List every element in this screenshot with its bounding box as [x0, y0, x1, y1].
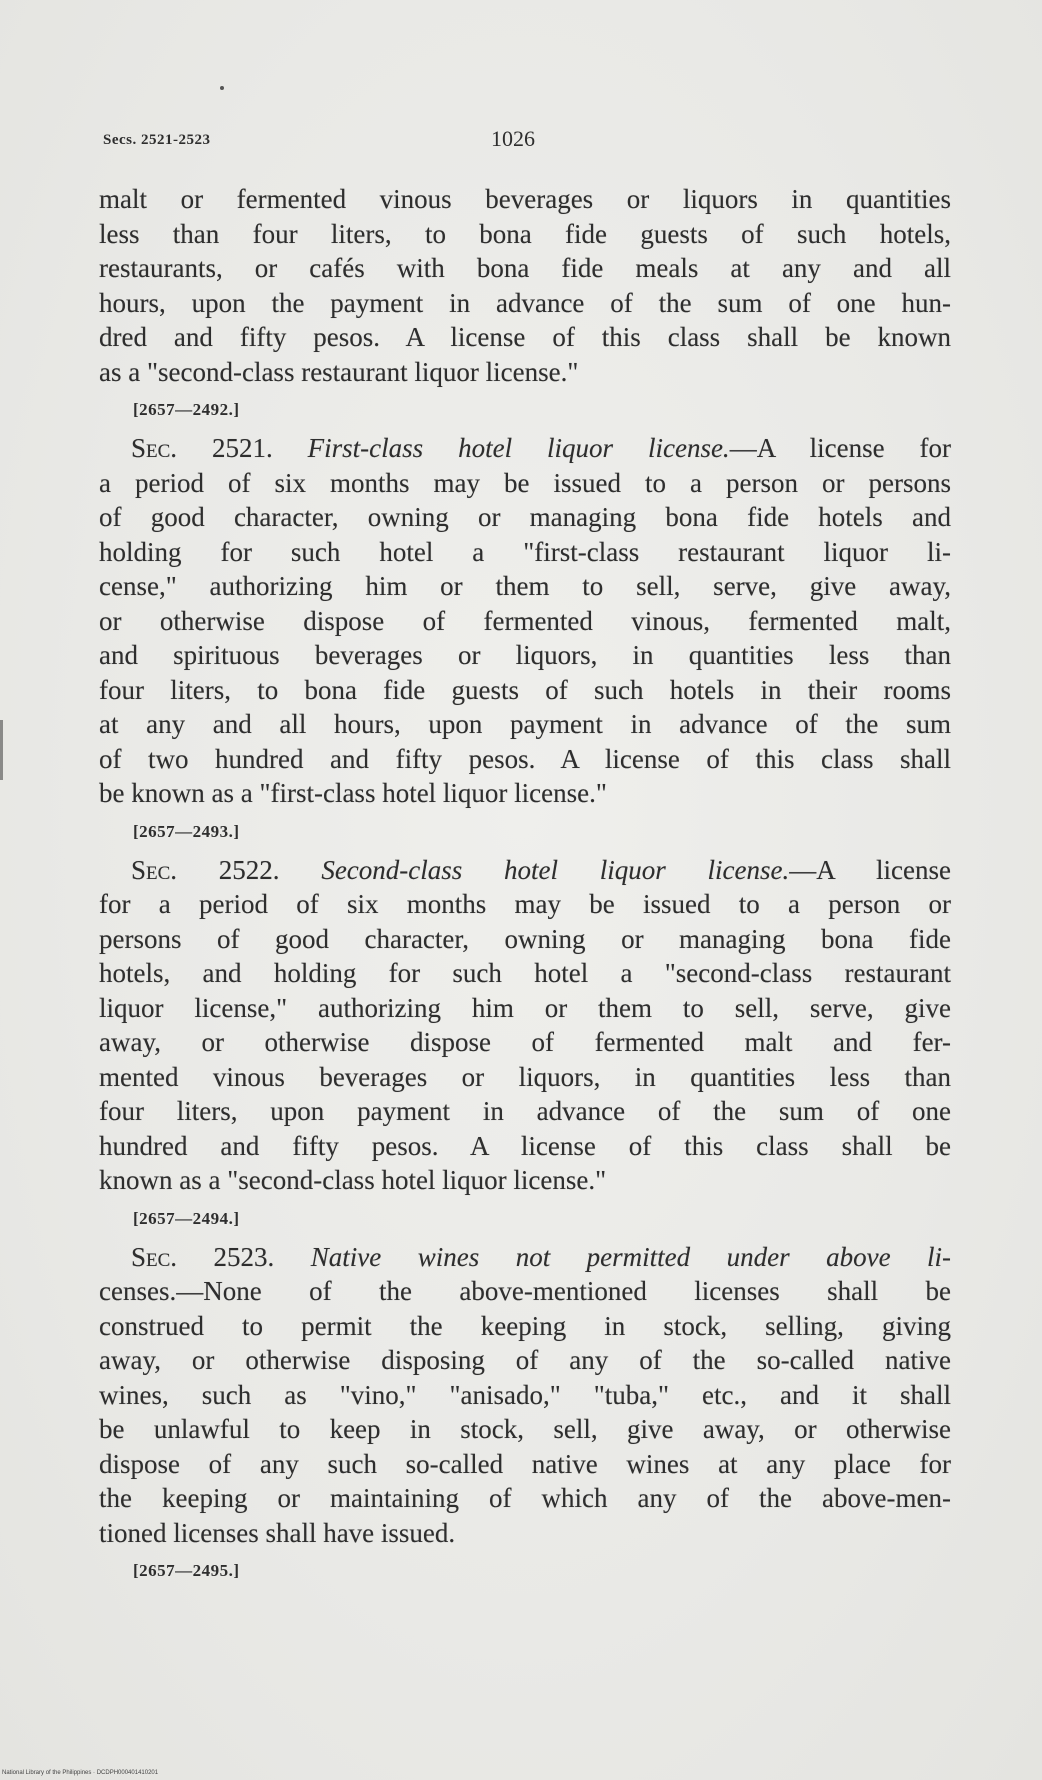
text-line: four liters, upon payment in advance of the sum of one	[99, 1096, 951, 1126]
text-line: liquor license," authorizing him or them to sell, serve, give	[99, 992, 951, 1023]
edge-shadow	[0, 720, 3, 780]
section-heading: Second-class hotel liquor license.	[321, 854, 790, 885]
text-line: for a period of six months may be issued to a person or	[99, 889, 951, 919]
text-line: wines, such as "vino," "anisado," "tuba," etc., and it shall	[99, 1379, 951, 1410]
section-first-line	[99, 1240, 951, 1275]
text-line: be unlawful to keep in stock, sell, give away, or otherwise	[99, 1414, 951, 1444]
page-number: 1026	[491, 126, 535, 151]
section-label: Sec. 2521.	[131, 433, 273, 463]
speck-mark	[220, 86, 224, 90]
text-line: persons of good character, owning or managing bona fide	[99, 923, 951, 954]
page-body	[99, 182, 951, 1592]
section-2521	[99, 431, 951, 811]
section-first-line-rest: —A license for	[729, 433, 952, 463]
text-line: known as a "second-class hotel liquor license."	[99, 1165, 607, 1195]
section-label: Sec. 2523.	[131, 1241, 275, 1272]
section-first-line-rest: —A license	[789, 854, 952, 885]
text-line: censes.—None of the above-mentioned licenses shall be	[99, 1276, 951, 1306]
text-line: four liters, to bona fide guests of such hotels in their rooms	[99, 674, 951, 705]
section-first-line	[99, 431, 951, 466]
text-line: away, or otherwise disposing of any of the so-called native	[99, 1345, 951, 1375]
text-line: or otherwise dispose of fermented vinous, fermented malt,	[99, 605, 951, 636]
scan-footer: National Library of the Philippines · DCDPH000401410201	[2, 1770, 159, 1776]
section-2523	[99, 1240, 951, 1551]
text-line: at any and all hours, upon payment in advance of the sum	[99, 709, 951, 739]
section-first-line	[99, 853, 951, 888]
section-2522	[99, 853, 951, 1198]
text-line: tioned licenses shall have issued.	[99, 1517, 456, 1548]
text-line: and spirituous beverages or liquors, in quantities less than	[99, 640, 951, 670]
page-header	[103, 126, 951, 156]
text-line: less than four liters, to bona fide guests of such hotels,	[99, 218, 951, 249]
intro-paragraph	[99, 182, 951, 389]
text-line: holding for such hotel a "first-class restaurant liquor li-	[99, 536, 951, 567]
text-line: hundred and fifty pesos. A license of this class shall be	[99, 1130, 951, 1161]
source-reference: [2657—2493.]	[133, 821, 240, 841]
running-head: Secs. 2521-2523	[103, 132, 211, 148]
source-reference: [2657—2492.]	[133, 400, 240, 419]
section-heading: Native wines not permitted under above li-	[310, 1241, 952, 1272]
text-line: the keeping or maintaining of which any of the above-men-	[99, 1483, 951, 1513]
source-reference: [2657—2495.]	[133, 1561, 240, 1580]
text-line: as a "second-class restaurant liquor license."	[99, 356, 579, 387]
text-line: hours, upon the payment in advance of the sum of one hun-	[99, 287, 951, 318]
text-line: of good character, owning or managing bona fide hotels and	[99, 502, 951, 532]
text-line: dred and fifty pesos. A license of this class shall be known	[99, 322, 951, 352]
text-line: hotels, and holding for such hotel a "second-class restaurant	[99, 958, 951, 988]
text-line: construed to permit the keeping in stock, selling, giving	[99, 1310, 951, 1341]
text-line: restaurants, or cafés with bona fide meals at any and all	[99, 253, 951, 283]
section-label: Sec. 2522.	[131, 854, 280, 885]
section-heading: First-class hotel liquor license.	[307, 433, 730, 463]
text-line: cense," authorizing him or them to sell, serve, give away,	[99, 571, 951, 601]
text-line: away, or otherwise dispose of fermented malt and fer-	[99, 1027, 951, 1057]
text-line: a period of six months may be issued to a person or persons	[99, 467, 951, 498]
text-line: malt or fermented vinous beverages or liquors in quantities	[99, 184, 951, 214]
text-line: mented vinous beverages or liquors, in quantities less than	[99, 1061, 951, 1092]
text-line: dispose of any such so-called native wines at any place for	[99, 1448, 951, 1479]
text-line: of two hundred and fifty pesos. A license of this class shall	[99, 743, 951, 774]
source-reference: [2657—2494.]	[133, 1208, 240, 1228]
text-line: be known as a "first-class hotel liquor license."	[99, 778, 607, 808]
